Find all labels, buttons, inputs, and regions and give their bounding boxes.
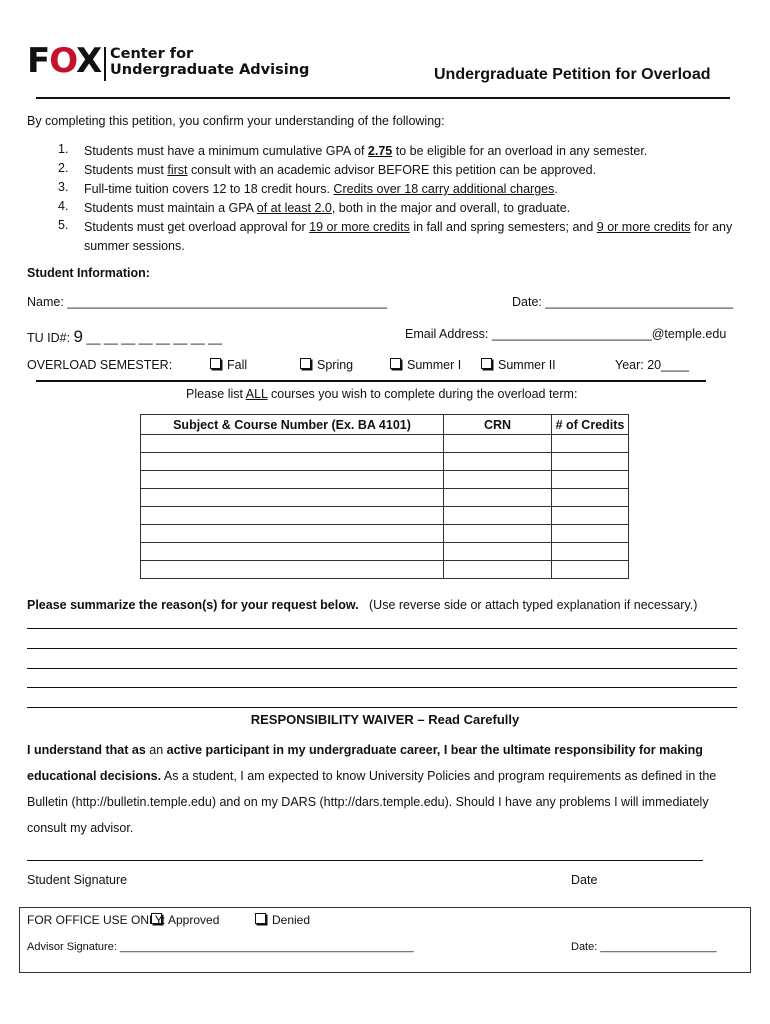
item-number: 2. [58, 161, 69, 175]
crn-cell[interactable] [444, 471, 552, 489]
credits-cell[interactable] [552, 435, 629, 453]
name-field[interactable]: Name: ______________________________________________ [27, 295, 388, 309]
course-cell[interactable] [141, 453, 444, 471]
reason-line[interactable] [27, 668, 737, 669]
table-row[interactable] [141, 435, 629, 453]
logo-line-1: Center for [110, 46, 194, 62]
item-text: Students must get overload approval for 19 or more credits in fall and spring semesters; and 9 or more credits for any summer sessions. [84, 220, 733, 253]
course-cell[interactable] [141, 543, 444, 561]
table-header-row [141, 415, 629, 435]
checkbox-summer-2[interactable]: Summer II [481, 358, 556, 372]
course-cell[interactable] [141, 507, 444, 525]
checkbox-denied[interactable]: Denied [255, 913, 310, 927]
checkbox-icon [151, 913, 162, 924]
table-row[interactable] [141, 471, 629, 489]
credits-cell[interactable] [552, 507, 629, 525]
crn-cell[interactable] [444, 489, 552, 507]
col-header-crn: CRN [444, 415, 552, 435]
checkbox-icon [300, 358, 311, 369]
fox-logo-text: FOX [27, 41, 102, 81]
waiver-heading: RESPONSIBILITY WAIVER – Read Carefully [250, 712, 520, 727]
date-field[interactable]: Date: ___________________________ [512, 295, 734, 309]
advisor-date-field[interactable]: Date: ___________________ [571, 941, 717, 953]
tuid-label: TU ID#: [27, 331, 71, 345]
item-number: 5. [58, 218, 69, 232]
checkbox-summer-1[interactable]: Summer I [390, 358, 461, 372]
item-text: Full-time tuition covers 12 to 18 credit hours. Credits over 18 carry additional charges. [84, 182, 558, 196]
checkbox-approved[interactable]: Approved [151, 913, 219, 927]
section-rule [36, 380, 706, 382]
reasons-label: Please summarize the reason(s) for your request below. (Use reverse side or attach typed explanation if necessary.) [27, 598, 698, 612]
checkbox-icon [390, 358, 401, 369]
courses-instruction: Please list ALL courses you wish to complete during the overload term: [186, 387, 578, 401]
signature-date-label: Date [571, 873, 598, 887]
credits-cell[interactable] [552, 561, 629, 579]
table-row[interactable] [141, 489, 629, 507]
checkbox-icon [210, 358, 221, 369]
credits-cell[interactable] [552, 525, 629, 543]
courses-table [140, 414, 629, 579]
course-cell[interactable] [141, 561, 444, 579]
office-use-label: FOR OFFICE USE ONLY: [27, 913, 166, 927]
intro-text: By completing this petition, you confirm your understanding of the following: [27, 114, 445, 128]
item-text: Students must have a minimum cumulative GPA of 2.75 to be eligible for an overload in any semester. [84, 144, 648, 158]
col-header-course: Subject & Course Number (Ex. BA 4101) [141, 415, 444, 435]
credits-cell[interactable] [552, 543, 629, 561]
checkbox-icon [481, 358, 492, 369]
course-cell[interactable] [141, 525, 444, 543]
waiver-text: I understand that as an active participant in my undergraduate career, I bear the ultimate responsibility for making educational decisions. As a student, I am expected to know University Policies and program requirements as defined in the Bulletin (http://bulletin.temple.edu) and on my DARS (http://dars.temple.edu). Should I have any problems I will immediately consult my advisor. [27, 743, 717, 835]
semester-label: OVERLOAD SEMESTER: [27, 358, 173, 372]
col-header-credits: # of Credits [552, 415, 629, 435]
email-field[interactable]: Email Address: _______________________@temple.edu [405, 327, 727, 341]
checkbox-icon [255, 913, 266, 924]
item-text: Students must maintain a GPA of at least 2.0, both in the major and overall, to graduate. [84, 201, 571, 215]
credits-cell[interactable] [552, 453, 629, 471]
table-row[interactable] [141, 543, 629, 561]
crn-cell[interactable] [444, 525, 552, 543]
table-row[interactable] [141, 561, 629, 579]
crn-cell[interactable] [444, 507, 552, 525]
reason-line[interactable] [27, 648, 737, 649]
crn-cell[interactable] [444, 561, 552, 579]
student-info-heading: Student Information: [27, 266, 150, 280]
item-text: Students must first consult with an academic advisor BEFORE this petition can be approved. [84, 163, 597, 177]
item-number: 3. [58, 180, 69, 194]
checkbox-spring[interactable]: Spring [300, 358, 353, 372]
tuid-prefix: 9 [73, 327, 84, 346]
advisor-signature-field[interactable]: Advisor Signature: ________________________________________________ [27, 941, 414, 953]
tuid-field[interactable] [27, 327, 222, 347]
course-cell[interactable] [141, 471, 444, 489]
reason-line[interactable] [27, 707, 737, 708]
crn-cell[interactable] [444, 435, 552, 453]
logo-divider [104, 47, 106, 81]
student-signature-label: Student Signature [27, 873, 128, 887]
year-field[interactable]: Year: 20____ [615, 358, 689, 372]
reason-line[interactable] [27, 687, 737, 688]
signature-line[interactable] [27, 860, 703, 861]
crn-cell[interactable] [444, 543, 552, 561]
reason-line[interactable] [27, 628, 737, 629]
checkbox-fall[interactable]: Fall [210, 358, 247, 372]
tuid-blanks: __ __ __ __ __ __ __ __ [86, 331, 223, 345]
course-cell[interactable] [141, 435, 444, 453]
header-rule [36, 97, 730, 99]
logo-line-2: Undergraduate Advising [110, 62, 310, 78]
crn-cell[interactable] [444, 453, 552, 471]
table-row[interactable] [141, 507, 629, 525]
item-number: 4. [58, 199, 69, 213]
table-row[interactable] [141, 453, 629, 471]
credits-cell[interactable] [552, 489, 629, 507]
page-title: Undergraduate Petition for Overload [434, 66, 711, 83]
table-row[interactable] [141, 525, 629, 543]
item-number: 1. [58, 142, 69, 156]
course-cell[interactable] [141, 489, 444, 507]
fox-logo [27, 41, 102, 81]
credits-cell[interactable] [552, 471, 629, 489]
